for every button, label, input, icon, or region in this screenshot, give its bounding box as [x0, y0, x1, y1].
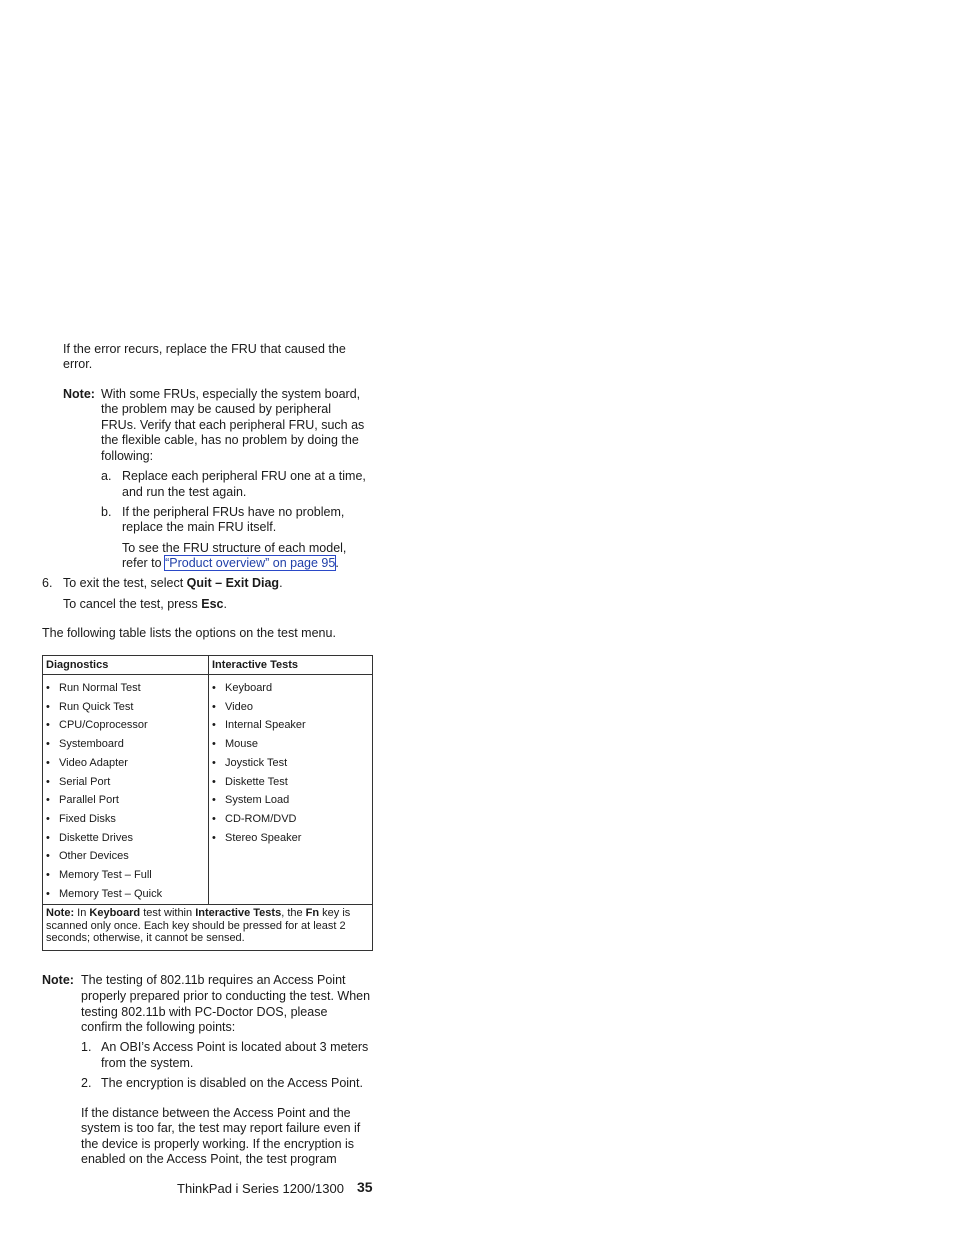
table-list-item-label: Other Devices: [59, 850, 129, 863]
list-item-text: Replace each peripheral FRU one at a time,: [122, 469, 366, 483]
list-item-text: The encryption is disabled on the Access Point.: [101, 1076, 363, 1090]
table-note-text: key is: [319, 907, 351, 919]
table-list-item-label: Video: [225, 700, 253, 713]
paragraph-text: If the distance between the Access Point and the: [81, 1106, 351, 1120]
table-list-item: [46, 756, 128, 770]
table-list-item: [212, 738, 259, 751]
column-header-interactive-tests: Interactive Tests: [212, 659, 299, 671]
table-list-item-label: Serial Port: [59, 775, 111, 788]
table-note-bold: Interactive Tests: [195, 907, 282, 919]
fru-reference-prefix: refer to: [122, 556, 166, 570]
table-divider: [43, 674, 372, 675]
fru-reference-line: [122, 556, 339, 572]
paragraph-text: system is too far, the test may report failure even if: [81, 1121, 361, 1135]
note-label: Note:: [63, 387, 95, 401]
bullet-icon: •: [46, 887, 50, 900]
table-list-item-label: Fixed Disks: [59, 812, 116, 825]
cancel-text: [63, 597, 227, 613]
table-note-bold: Fn: [305, 907, 320, 919]
list-marker: 1.: [81, 1040, 92, 1054]
table-list-item: [212, 756, 288, 770]
page-number: 35: [357, 1179, 373, 1195]
table-list-item: [212, 719, 306, 732]
table-note-label: Note:: [46, 907, 75, 919]
table-list-item-label: Run Normal Test: [59, 682, 141, 694]
table-list-item: [212, 831, 302, 845]
table-list-item: [46, 812, 116, 826]
paragraph-text: error.: [63, 357, 93, 371]
bullet-icon: •: [212, 794, 216, 807]
fru-reference-suffix: .: [335, 556, 339, 570]
bullet-icon: •: [46, 738, 50, 751]
step-number: 6.: [42, 576, 53, 590]
note-text: confirm the following points:: [81, 1020, 236, 1034]
table-list-item: [46, 738, 124, 751]
note-text: following:: [101, 449, 154, 463]
table-list-item-label: Memory Test – Full: [59, 869, 152, 881]
paragraph-text: the device is properly working. If the encryption is: [81, 1137, 355, 1151]
table-list-item: [46, 869, 152, 882]
table-list-item-label: CD-ROM/DVD: [225, 812, 297, 825]
bullet-icon: •: [46, 869, 50, 881]
bullet-icon: •: [212, 682, 216, 694]
bullet-icon: •: [212, 719, 216, 732]
note-label: Note:: [42, 973, 74, 987]
list-item-text: from the system.: [101, 1056, 194, 1070]
fru-reference-text: To see the FRU structure of each model,: [122, 541, 347, 555]
list-marker: 2.: [81, 1076, 92, 1090]
table-list-item-label: Diskette Drives: [59, 831, 133, 844]
quit-exit-diag-command: Quit – Exit Diag: [186, 576, 280, 590]
bullet-icon: •: [46, 682, 50, 694]
table-divider: [208, 656, 209, 905]
table-list-item-label: Internal Speaker: [225, 719, 306, 732]
cancel-suffix: .: [223, 597, 227, 611]
table-list-item-label: Keyboard: [225, 682, 273, 694]
table-list-item: [46, 850, 129, 863]
step-prefix: To exit the test, select: [63, 576, 187, 590]
list-item-text: replace the main FRU itself.: [122, 520, 277, 534]
bullet-icon: •: [212, 700, 216, 713]
bullet-icon: •: [212, 756, 216, 769]
note-text: the problem may be caused by peripheral: [101, 402, 331, 416]
bullet-icon: •: [46, 850, 50, 863]
table-list-item-label: Memory Test – Quick: [59, 887, 163, 900]
table-list-item: [212, 682, 273, 695]
table-list-item-label: CPU/Coprocessor: [59, 719, 148, 732]
note-text: testing 802.11b with PC-Doctor DOS, please: [81, 1005, 328, 1019]
bullet-icon: •: [46, 794, 50, 807]
table-list-item: [46, 794, 119, 807]
list-item-text: If the peripheral FRUs have no problem,: [122, 505, 345, 519]
bullet-icon: •: [212, 775, 216, 788]
bullet-icon: •: [46, 719, 50, 732]
table-note-line: [46, 907, 364, 920]
esc-key: Esc: [201, 597, 224, 611]
bullet-icon: •: [46, 756, 50, 769]
table-note-text: test within: [140, 907, 196, 919]
table-note-text: In: [74, 907, 90, 919]
column-header-diagnostics: Diagnostics: [46, 659, 109, 671]
table-list-item-label: System Load: [225, 794, 290, 807]
table-list-item: [46, 700, 134, 714]
table-list-item: [46, 682, 141, 695]
table-list-item: [46, 831, 133, 845]
table-list-item: [46, 775, 111, 789]
bullet-icon: •: [212, 812, 216, 825]
table-intro-text: The following table lists the options on the test menu.: [42, 626, 336, 640]
list-item-text: An OBI’s Access Point is located about 3 meters: [101, 1040, 369, 1054]
bullet-icon: •: [46, 831, 50, 844]
note-text: FRUs. Verify that each peripheral FRU, such as: [101, 418, 365, 432]
table-list-item: [212, 812, 297, 826]
paragraph-text: enabled on the Access Point, the test program: [81, 1152, 337, 1166]
bullet-icon: •: [46, 700, 50, 713]
paragraph-text: If the error recurs, replace the FRU that caused the: [63, 342, 346, 356]
note-text: The testing of 802.11b requires an Access Point: [81, 973, 346, 987]
step-text: [63, 576, 283, 592]
table-note-bold: Keyboard: [89, 907, 141, 919]
table-list-item-label: Video Adapter: [59, 756, 128, 769]
table-list-item: [212, 700, 253, 714]
table-note-line: seconds; otherwise, it cannot be sensed.: [46, 932, 245, 944]
list-item-text: and run the test again.: [122, 485, 247, 499]
table-list-item: [212, 775, 288, 789]
table-note-text: , the: [281, 907, 306, 919]
table-divider: [43, 904, 372, 905]
table-list-item-label: Parallel Port: [59, 794, 119, 807]
table-list-item-label: Diskette Test: [225, 775, 288, 788]
table-list-item-label: Mouse: [225, 738, 259, 751]
table-list-item-label: Stereo Speaker: [225, 831, 302, 844]
table-list-item: [46, 719, 148, 732]
bullet-icon: •: [46, 812, 50, 825]
table-note: [46, 907, 364, 945]
bullet-icon: •: [212, 831, 216, 844]
note-text: properly prepared prior to conducting the test. When: [81, 989, 371, 1003]
list-marker: b.: [101, 505, 112, 519]
list-marker: a.: [101, 469, 112, 483]
product-overview-link[interactable]: “Product overview” on page 95: [165, 556, 336, 570]
test-menu-table: [42, 655, 373, 951]
bullet-icon: •: [46, 775, 50, 788]
bullet-icon: •: [212, 738, 216, 751]
table-note-line: scanned only once. Each key should be pressed for at least 2: [46, 919, 346, 932]
table-list-item-label: Systemboard: [59, 738, 124, 751]
table-list-item: [212, 794, 290, 807]
note-text: the flexible cable, has no problem by doing the: [101, 433, 359, 447]
note-text: With some FRUs, especially the system board,: [101, 387, 361, 401]
footer-title: ThinkPad i Series 1200/1300: [177, 1181, 344, 1196]
table-list-item-label: Joystick Test: [225, 756, 288, 769]
table-list-item: [46, 887, 163, 901]
step-suffix: .: [279, 576, 283, 590]
table-list-item-label: Run Quick Test: [59, 700, 134, 713]
cancel-prefix: To cancel the test, press: [63, 597, 202, 611]
